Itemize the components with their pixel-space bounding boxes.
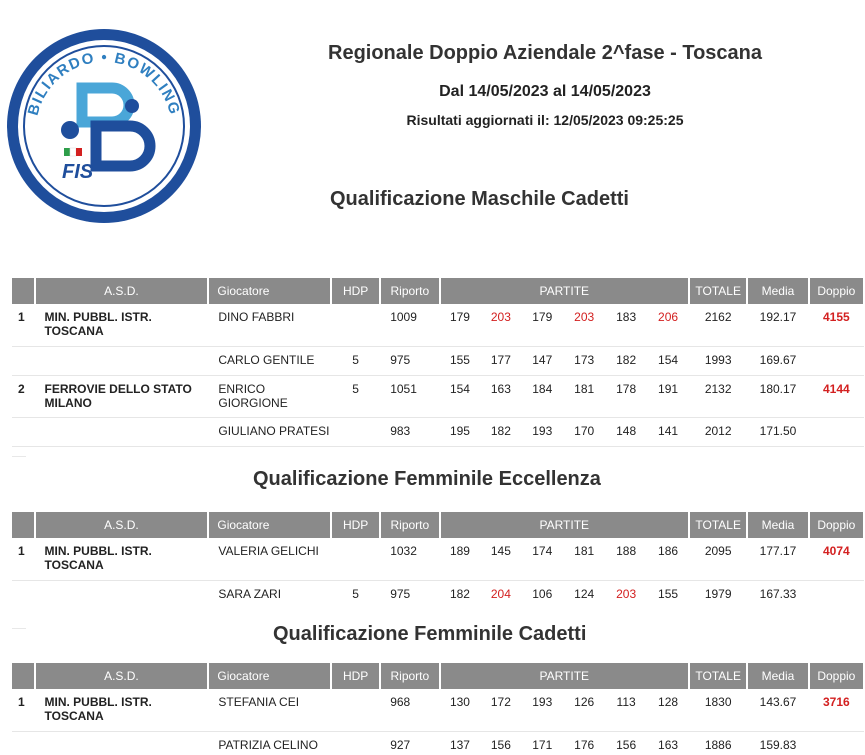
- game-score-cell: 172: [480, 689, 521, 731]
- game-score-cell: 204: [480, 580, 521, 606]
- doppio-header: Doppio: [809, 512, 864, 538]
- asd-header: A.S.D.: [35, 663, 209, 689]
- game-score-cell: 113: [605, 689, 647, 731]
- media-cell: 143.67: [747, 689, 808, 731]
- riporto-cell: 968: [380, 689, 439, 731]
- hdp-header: HDP: [331, 663, 380, 689]
- game-score-cell: 154: [440, 375, 481, 417]
- results-table-section: [12, 512, 865, 606]
- doppio-cell: [809, 346, 864, 375]
- game-score-cell: 193: [521, 689, 563, 731]
- asd-cell: [35, 417, 209, 446]
- section-title: Qualificazione Femminile Cadetti: [273, 623, 587, 645]
- game-score-cell: 179: [440, 304, 481, 346]
- rank-header: [12, 278, 35, 304]
- hdp-cell: [331, 689, 380, 731]
- game-score-cell: 182: [605, 346, 647, 375]
- game-score-cell: 148: [605, 417, 647, 446]
- player-header: Giocatore: [208, 278, 331, 304]
- player-cell: STEFANIA CEI: [208, 689, 331, 731]
- asd-header: A.S.D.: [35, 512, 209, 538]
- partite-header: PARTITE: [440, 512, 690, 538]
- game-score-cell: 154: [647, 346, 689, 375]
- totale-cell: 1886: [689, 731, 747, 755]
- rank-cell: 1: [12, 538, 35, 580]
- totale-cell: 2162: [689, 304, 747, 346]
- player-cell: CARLO GENTILE: [208, 346, 331, 375]
- results-table: [12, 512, 865, 606]
- media-header: Media: [747, 278, 808, 304]
- totale-cell: 1830: [689, 689, 747, 731]
- asd-cell: MIN. PUBBL. ISTR. TOSCANA: [35, 538, 209, 580]
- game-score-cell: 128: [647, 689, 689, 731]
- game-score-cell: 170: [563, 417, 605, 446]
- asd-cell: [35, 731, 209, 755]
- media-cell: 167.33: [747, 580, 808, 606]
- media-cell: 169.67: [747, 346, 808, 375]
- game-score-cell: 130: [440, 689, 481, 731]
- asd-cell: [35, 346, 209, 375]
- player-cell: VALERIA GELICHI: [208, 538, 331, 580]
- game-score-cell: 184: [521, 375, 563, 417]
- totale-header: TOTALE: [689, 663, 747, 689]
- game-score-cell: 179: [521, 304, 563, 346]
- media-header: Media: [747, 663, 808, 689]
- player-header: Giocatore: [208, 663, 331, 689]
- rank-cell: [12, 417, 35, 446]
- results-table-section: [12, 663, 865, 755]
- table-row: [12, 580, 864, 606]
- totale-header: TOTALE: [689, 512, 747, 538]
- game-score-cell: 178: [605, 375, 647, 417]
- game-score-cell: 106: [521, 580, 563, 606]
- doppio-cell: 4144: [809, 375, 864, 417]
- game-score-cell: 155: [440, 346, 481, 375]
- game-score-cell: 186: [647, 538, 689, 580]
- totale-cell: 1979: [689, 580, 747, 606]
- player-cell: ENRICO GIORGIONE: [208, 375, 331, 417]
- fis-logo: [4, 26, 204, 226]
- game-score-cell: 156: [480, 731, 521, 755]
- game-score-cell: 203: [480, 304, 521, 346]
- doppio-header: Doppio: [809, 663, 864, 689]
- table-row: [12, 731, 864, 755]
- riporto-cell: 927: [380, 731, 439, 755]
- doppio-cell: [809, 731, 864, 755]
- doppio-cell: 4074: [809, 538, 864, 580]
- riporto-cell: 1032: [380, 538, 439, 580]
- hdp-cell: [331, 731, 380, 755]
- hdp-cell: [331, 304, 380, 346]
- riporto-header: Riporto: [380, 278, 439, 304]
- partite-header: PARTITE: [440, 663, 690, 689]
- results-table: [12, 663, 865, 755]
- media-cell: 177.17: [747, 538, 808, 580]
- totale-cell: 2012: [689, 417, 747, 446]
- rank-header: [12, 663, 35, 689]
- game-score-cell: 182: [440, 580, 481, 606]
- hdp-cell: 5: [331, 375, 380, 417]
- rank-cell: [12, 580, 35, 606]
- riporto-cell: 975: [380, 580, 439, 606]
- riporto-header: Riporto: [380, 663, 439, 689]
- totale-cell: 1993: [689, 346, 747, 375]
- game-score-cell: 173: [563, 346, 605, 375]
- logo-fis-text: FIS: [62, 161, 94, 183]
- game-score-cell: 177: [480, 346, 521, 375]
- doppio-cell: [809, 580, 864, 606]
- media-cell: 180.17: [747, 375, 808, 417]
- media-cell: 159.83: [747, 731, 808, 755]
- table-row: [12, 689, 864, 731]
- table-row: [12, 417, 864, 446]
- media-cell: 192.17: [747, 304, 808, 346]
- hdp-cell: [331, 417, 380, 446]
- game-score-cell: 182: [480, 417, 521, 446]
- game-score-cell: 156: [605, 731, 647, 755]
- totale-cell: 2132: [689, 375, 747, 417]
- table-row: [12, 304, 864, 346]
- results-table-section: [12, 278, 865, 450]
- game-score-cell: 124: [563, 580, 605, 606]
- player-cell: PATRIZIA CELINO: [208, 731, 331, 755]
- riporto-cell: 983: [380, 417, 439, 446]
- hdp-cell: 5: [331, 580, 380, 606]
- game-score-cell: 176: [563, 731, 605, 755]
- asd-header: A.S.D.: [35, 278, 209, 304]
- game-score-cell: 163: [480, 375, 521, 417]
- game-score-cell: 155: [647, 580, 689, 606]
- riporto-cell: 1051: [380, 375, 439, 417]
- doppio-cell: 3716: [809, 689, 864, 731]
- rank-cell: 1: [12, 304, 35, 346]
- logo-arc-text: BILIARDO • BOWLING: [24, 48, 184, 118]
- rank-cell: [12, 346, 35, 375]
- player-cell: DINO FABBRI: [208, 304, 331, 346]
- game-score-cell: 206: [647, 304, 689, 346]
- table-row: [12, 375, 864, 417]
- hdp-header: HDP: [331, 512, 380, 538]
- asd-cell: [35, 580, 209, 606]
- page-title: Regionale Doppio Aziendale 2^fase - Toscana: [328, 42, 762, 64]
- game-score-cell: 193: [521, 417, 563, 446]
- riporto-header: Riporto: [380, 512, 439, 538]
- media-cell: 171.50: [747, 417, 808, 446]
- game-score-cell: 171: [521, 731, 563, 755]
- game-score-cell: 189: [440, 538, 481, 580]
- doppio-cell: 4155: [809, 304, 864, 346]
- game-score-cell: 147: [521, 346, 563, 375]
- rank-header: [12, 512, 35, 538]
- game-score-cell: 181: [563, 538, 605, 580]
- player-cell: GIULIANO PRATESI: [208, 417, 331, 446]
- rank-cell: 1: [12, 689, 35, 731]
- game-score-cell: 137: [440, 731, 481, 755]
- hdp-header: HDP: [331, 278, 380, 304]
- totale-cell: 2095: [689, 538, 747, 580]
- game-score-cell: 174: [521, 538, 563, 580]
- asd-cell: MIN. PUBBL. ISTR. TOSCANA: [35, 304, 209, 346]
- player-cell: SARA ZARI: [208, 580, 331, 606]
- game-score-cell: 191: [647, 375, 689, 417]
- game-score-cell: 145: [480, 538, 521, 580]
- game-score-cell: 203: [563, 304, 605, 346]
- game-score-cell: 126: [563, 689, 605, 731]
- doppio-header: Doppio: [809, 278, 864, 304]
- last-update: Risultati aggiornati il: 12/05/2023 09:25:25: [406, 112, 684, 128]
- doppio-cell: [809, 417, 864, 446]
- hdp-cell: 5: [331, 346, 380, 375]
- player-header: Giocatore: [208, 512, 331, 538]
- game-score-cell: 188: [605, 538, 647, 580]
- media-header: Media: [747, 512, 808, 538]
- asd-cell: FERROVIE DELLO STATO MILANO: [35, 375, 209, 417]
- rank-cell: 2: [12, 375, 35, 417]
- game-score-cell: 181: [563, 375, 605, 417]
- rank-cell: [12, 731, 35, 755]
- game-score-cell: 195: [440, 417, 481, 446]
- game-score-cell: 183: [605, 304, 647, 346]
- section-title: Qualificazione Femminile Eccellenza: [253, 468, 601, 490]
- results-table: [12, 278, 865, 447]
- game-score-cell: 141: [647, 417, 689, 446]
- game-score-cell: 203: [605, 580, 647, 606]
- table-row: [12, 346, 864, 375]
- table-row: [12, 538, 864, 580]
- asd-cell: MIN. PUBBL. ISTR. TOSCANA: [35, 689, 209, 731]
- partite-header: PARTITE: [440, 278, 690, 304]
- section-title: Qualificazione Maschile Cadetti: [330, 188, 629, 210]
- game-score-cell: 163: [647, 731, 689, 755]
- hdp-cell: [331, 538, 380, 580]
- riporto-cell: 1009: [380, 304, 439, 346]
- date-range: Dal 14/05/2023 al 14/05/2023: [439, 83, 651, 100]
- riporto-cell: 975: [380, 346, 439, 375]
- totale-header: TOTALE: [689, 278, 747, 304]
